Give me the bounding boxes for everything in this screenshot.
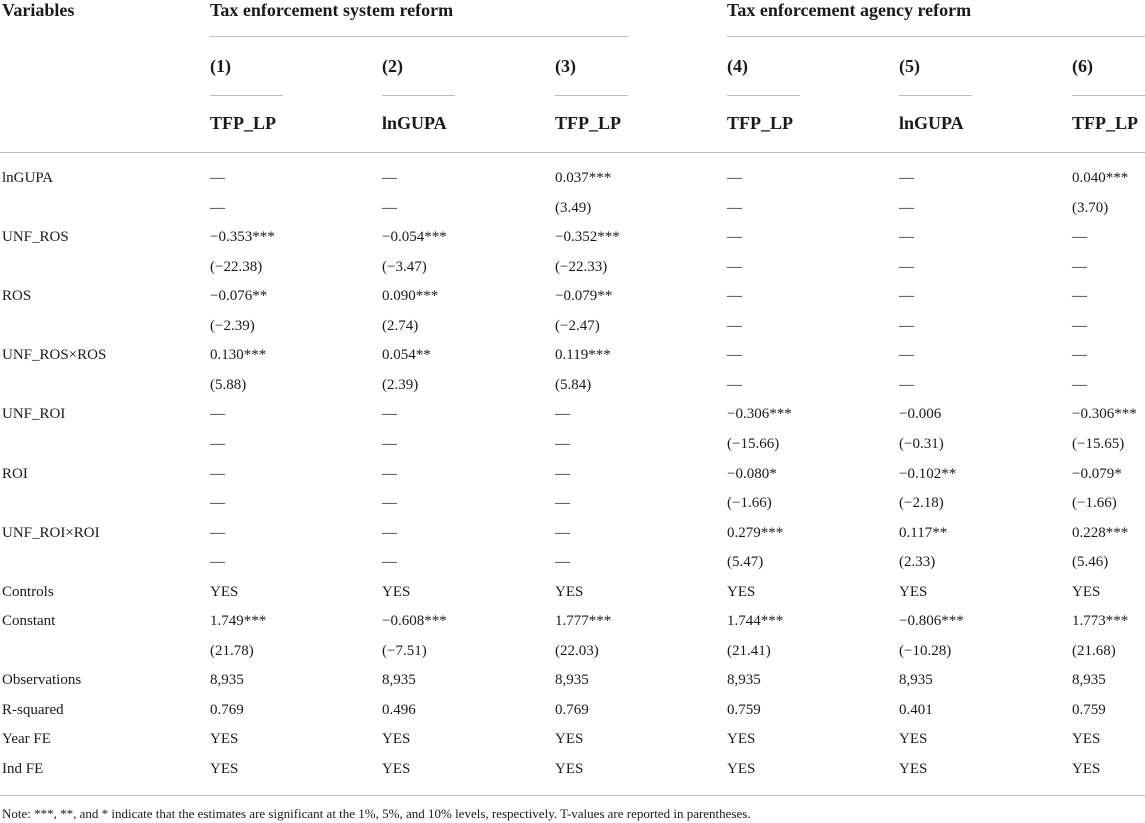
table-cell: YES xyxy=(382,761,411,777)
table-cell: (−1.66) xyxy=(1072,495,1117,511)
dependent-variable-2: lnGUPA xyxy=(382,113,447,133)
table-cell: −0.608*** xyxy=(382,613,447,629)
table-cell: YES xyxy=(727,731,756,747)
table-cell: (−2.18) xyxy=(899,495,944,511)
row-label: UNF_ROI xyxy=(2,406,66,422)
table-cell: — xyxy=(1072,288,1087,304)
table-cell: 0.769 xyxy=(210,702,244,718)
table-cell: −0.306*** xyxy=(1072,406,1137,422)
row-label: UNF_ROS xyxy=(2,229,69,245)
table-cell: −0.352*** xyxy=(555,229,620,245)
table-cell: −0.806*** xyxy=(899,613,964,629)
table-cell: — xyxy=(899,318,914,334)
table-cell: −0.054*** xyxy=(382,229,447,245)
column-number-rule-4 xyxy=(727,95,800,96)
table-cell: (21.41) xyxy=(727,643,771,659)
table-cell: (−3.47) xyxy=(382,259,427,275)
dependent-variable-6: TFP_LP xyxy=(1072,113,1138,133)
column-number-6: (6) xyxy=(1072,56,1093,76)
table-cell: — xyxy=(210,495,225,511)
table-cell: — xyxy=(555,406,570,422)
table-cell: YES xyxy=(382,731,411,747)
table-cell: (5.46) xyxy=(1072,554,1109,570)
table-cell: YES xyxy=(899,731,928,747)
table-cell: 8,935 xyxy=(555,672,589,688)
table-cell: YES xyxy=(382,584,411,600)
table-cell: 8,935 xyxy=(1072,672,1106,688)
column-number-5: (5) xyxy=(899,56,920,76)
table-cell: — xyxy=(1072,377,1087,393)
table-cell: YES xyxy=(899,761,928,777)
table-cell: (2.33) xyxy=(899,554,936,570)
row-label: R-squared xyxy=(2,702,64,718)
table-cell: 1.777*** xyxy=(555,613,612,629)
table-cell: 0.279*** xyxy=(727,525,784,541)
row-label: ROS xyxy=(2,288,32,304)
table-cell: (−10.28) xyxy=(899,643,952,659)
table-cell: 8,935 xyxy=(899,672,933,688)
table-cell: — xyxy=(899,347,914,363)
table-cell: — xyxy=(727,170,742,186)
column-number-3: (3) xyxy=(555,56,576,76)
table-cell: 0.228*** xyxy=(1072,525,1129,541)
row-label: ROI xyxy=(2,466,28,482)
table-cell: YES xyxy=(899,584,928,600)
table-cell: — xyxy=(727,229,742,245)
table-cell: — xyxy=(210,466,225,482)
column-number-4: (4) xyxy=(727,56,748,76)
table-cell: YES xyxy=(555,731,584,747)
table-cell: — xyxy=(899,229,914,245)
table-cell: 0.090*** xyxy=(382,288,439,304)
table-cell: — xyxy=(727,318,742,334)
column-number-rule-3 xyxy=(555,95,628,96)
table-cell: — xyxy=(1072,347,1087,363)
table-cell: 0.119*** xyxy=(555,347,611,363)
dependent-variable-5: lnGUPA xyxy=(899,113,964,133)
table-cell: — xyxy=(899,200,914,216)
table-cell: YES xyxy=(555,761,584,777)
table-cell: (−2.39) xyxy=(210,318,255,334)
group-rule-agency xyxy=(727,36,1145,37)
dependent-variable-3: TFP_LP xyxy=(555,113,621,133)
table-cell: — xyxy=(382,495,397,511)
row-label: Observations xyxy=(2,672,82,688)
group-header-agency-reform: Tax enforcement agency reform xyxy=(727,0,972,20)
table-cell: 8,935 xyxy=(210,672,244,688)
table-cell: YES xyxy=(727,584,756,600)
table-cell: — xyxy=(382,436,397,452)
table-cell: −0.102** xyxy=(899,466,957,482)
table-cell: −0.079* xyxy=(1072,466,1122,482)
table-cell: (−2.47) xyxy=(555,318,600,334)
table-note: Note: ***, **, and * indicate that the estimates are significant at the 1%, 5%, and 10% levels, respectively. T-values are reported in parentheses. xyxy=(2,806,751,821)
table-cell: — xyxy=(727,347,742,363)
table-cell: 1.744*** xyxy=(727,613,784,629)
table-cell: YES xyxy=(210,761,239,777)
table-cell: (−1.66) xyxy=(727,495,772,511)
group-header-system-reform: Tax enforcement system reform xyxy=(210,0,454,20)
table-cell: — xyxy=(382,200,397,216)
table-cell: 0.054** xyxy=(382,347,431,363)
table-cell: — xyxy=(382,466,397,482)
column-number-1: (1) xyxy=(210,56,231,76)
table-cell: YES xyxy=(727,761,756,777)
table-cell: 0.040*** xyxy=(1072,170,1129,186)
variables-header: Variables xyxy=(2,0,75,20)
table-cell: (−0.31) xyxy=(899,436,944,452)
table-cell: (22.03) xyxy=(555,643,599,659)
table-cell: YES xyxy=(1072,761,1101,777)
table-cell: — xyxy=(899,288,914,304)
table-cell: (2.74) xyxy=(382,318,419,334)
table-cell: — xyxy=(1072,318,1087,334)
table-cell: — xyxy=(1072,259,1087,275)
table-cell: 0.769 xyxy=(555,702,589,718)
row-label: Constant xyxy=(2,613,56,629)
table-cell: 0.130*** xyxy=(210,347,267,363)
dependent-variable-4: TFP_LP xyxy=(727,113,793,133)
table-cell: −0.079** xyxy=(555,288,613,304)
table-cell: 0.759 xyxy=(727,702,761,718)
table-cell: 8,935 xyxy=(382,672,416,688)
table-cell: — xyxy=(555,466,570,482)
table-cell: −0.353*** xyxy=(210,229,275,245)
table-cell: (−22.33) xyxy=(555,259,608,275)
table-cell: 1.749*** xyxy=(210,613,267,629)
dependent-variable-1: TFP_LP xyxy=(210,113,276,133)
table-cell: — xyxy=(727,259,742,275)
table-cell: 0.117** xyxy=(899,525,948,541)
table-cell: — xyxy=(727,200,742,216)
table-cell: (−15.65) xyxy=(1072,436,1125,452)
table-cell: — xyxy=(555,554,570,570)
row-label: lnGUPA xyxy=(2,170,54,186)
table-cell: — xyxy=(727,288,742,304)
table-cell: YES xyxy=(210,731,239,747)
table-cell: — xyxy=(899,170,914,186)
table-cell: YES xyxy=(1072,731,1101,747)
table-cell: — xyxy=(555,436,570,452)
table-cell: (21.68) xyxy=(1072,643,1116,659)
table-cell: — xyxy=(382,170,397,186)
table-cell: (−15.66) xyxy=(727,436,780,452)
table-cell: — xyxy=(210,436,225,452)
table-cell: 1.773*** xyxy=(1072,613,1129,629)
table-bottom-rule xyxy=(0,795,1145,796)
table-cell: — xyxy=(382,525,397,541)
row-label: Year FE xyxy=(2,731,51,747)
table-cell: (3.70) xyxy=(1072,200,1109,216)
table-cell: YES xyxy=(1072,584,1101,600)
table-cell: — xyxy=(382,554,397,570)
column-number-rule-5 xyxy=(899,95,972,96)
table-cell: — xyxy=(899,377,914,393)
table-cell: −0.006 xyxy=(899,406,942,422)
table-cell: (3.49) xyxy=(555,200,592,216)
table-cell: — xyxy=(210,554,225,570)
column-number-2: (2) xyxy=(382,56,403,76)
column-number-rule-2 xyxy=(382,95,455,96)
table-cell: (−22.38) xyxy=(210,259,263,275)
table-cell: — xyxy=(210,200,225,216)
column-number-rule-6 xyxy=(1072,95,1145,96)
row-label: Controls xyxy=(2,584,54,600)
table-cell: — xyxy=(210,170,225,186)
table-cell: 0.401 xyxy=(899,702,933,718)
table-cell: YES xyxy=(210,584,239,600)
row-label: UNF_ROS×ROS xyxy=(2,347,107,363)
table-cell: −0.080* xyxy=(727,466,777,482)
table-cell: — xyxy=(555,495,570,511)
row-label: Ind FE xyxy=(2,761,44,777)
table-cell: — xyxy=(382,406,397,422)
table-cell: −0.076** xyxy=(210,288,268,304)
group-rule-system xyxy=(210,36,628,37)
table-cell: YES xyxy=(555,584,584,600)
table-cell: (5.88) xyxy=(210,377,247,393)
table-cell: — xyxy=(210,406,225,422)
table-cell: 0.037*** xyxy=(555,170,612,186)
column-number-rule-1 xyxy=(210,95,283,96)
row-label: UNF_ROI×ROI xyxy=(2,525,100,541)
table-cell: — xyxy=(1072,229,1087,245)
table-cell: 0.759 xyxy=(1072,702,1106,718)
table-cell: — xyxy=(899,259,914,275)
table-cell: (2.39) xyxy=(382,377,419,393)
table-cell: (5.47) xyxy=(727,554,764,570)
table-cell: (5.84) xyxy=(555,377,592,393)
table-cell: 8,935 xyxy=(727,672,761,688)
table-cell: (−7.51) xyxy=(382,643,427,659)
table-cell: 0.496 xyxy=(382,702,416,718)
table-cell: — xyxy=(555,525,570,541)
table-cell: (21.78) xyxy=(210,643,254,659)
table-cell: — xyxy=(210,525,225,541)
table-cell: — xyxy=(727,377,742,393)
table-cell: −0.306*** xyxy=(727,406,792,422)
header-bottom-rule xyxy=(0,152,1145,153)
